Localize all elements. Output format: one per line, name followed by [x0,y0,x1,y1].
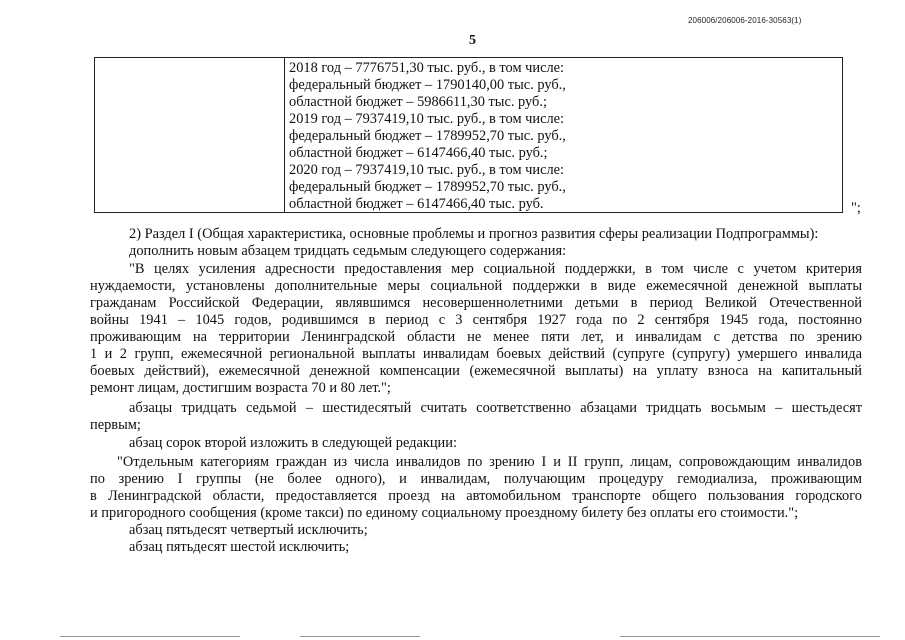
new-paragraph-line-7: боевых действий), ежемесячной денежной компенсации (ежемесячной выплаты) на уплату взноса на капитальный [90,363,862,379]
budget-line-2020-regional: областной бюджет – 6147466,40 тыс. руб. [289,196,544,212]
budget-line-2019-federal: федеральный бюджет – 1789952,70 тыс. руб., [289,128,566,144]
scan-edge-line [620,636,880,637]
table-financing-column [289,60,838,213]
budget-line-2020-federal: федеральный бюджет – 1789952,70 тыс. руб., [289,179,566,195]
replaced-paragraph-line-1: "Отдельным категориям граждан из числа инвалидов по зрению I и II групп, лицам, сопровождающим инвалидов [117,454,862,470]
new-paragraph-line-1: "В целях усиления адресности предоставления мер социальной поддержки, в том числе с учетом критерия [129,261,862,277]
replaced-paragraph-line-4: и пригородного сообщения (кроме такси) по единому социальному проездному билету без оплаты его стоимости."; [90,505,799,521]
renumber-instruction-line-2: первым; [90,417,141,433]
new-paragraph-line-8: ремонт лицам, достигшим возраста 70 и 80 лет."; [90,380,391,396]
budget-table [94,57,843,213]
budget-line-2018-federal: федеральный бюджет – 1790140,00 тыс. руб., [289,77,566,93]
renumber-instruction-line-1: абзацы тридцать седьмой – шестидесятый считать соответственно абзацами тридцать восьмым – шестьдесят [129,400,862,416]
new-paragraph-line-5: проживающим на территории Ленинградской области не менее пяти лет, и инвалидам с детства по зрению [90,329,862,345]
new-paragraph-line-4: войны 1941 – 1045 годов, родившимся в период с 3 сентября 1927 года по 2 сентября 1945 года, постоянно [90,312,862,328]
new-paragraph-line-2: нуждаемости, установлены дополнительные меры социальной поддержки в виде ежемесячной денежной выплаты [90,278,862,294]
document-id: 206006/206006-2016-30563(1) [688,16,802,25]
budget-line-2018-regional: областной бюджет – 5986611,30 тыс. руб.; [289,94,547,110]
new-paragraph-line-6: 1 и 2 групп, ежемесячной региональной выплаты инвалидам боевых действий (супруге (супругу) умершего инвалида [90,346,862,362]
item-2-heading: 2) Раздел I (Общая характеристика, основные проблемы и прогноз развития сферы реализации Подпрограммы): [129,226,819,242]
new-paragraph-line-3: гражданам Российской Федерации, являвшимся несовершеннолетними детьми в период Великой Отечественной [90,295,862,311]
budget-line-2019-total: 2019 год – 7937419,10 тыс. руб., в том числе: [289,111,565,127]
table-empty-column [95,58,285,212]
scan-edge-line [300,636,420,637]
replaced-paragraph-line-3: в Ленинградской области, предоставляется проезд на автомобильном транспорте общего пользования городского [90,488,862,504]
instruction-replace-paragraph: абзац сорок второй изложить в следующей редакции: [129,435,457,451]
instruction-add-paragraph: дополнить новым абзацем тридцать седьмым следующего содержания: [129,243,567,259]
scan-edge-line [60,636,240,637]
instruction-delete-paragraph-54: абзац пятьдесят четвертый исключить; [129,522,368,538]
table-closing-mark: "; [851,200,861,216]
page-number: 5 [469,33,476,48]
replaced-paragraph-line-2: по зрению I группы (не более одного), и инвалидам, получающим процедуру гемодиализа, проживающим [90,471,862,487]
budget-line-2018-total: 2018 год – 7776751,30 тыс. руб., в том числе: [289,60,565,76]
budget-line-2020-total: 2020 год – 7937419,10 тыс. руб., в том числе: [289,162,565,178]
instruction-delete-paragraph-56: абзац пятьдесят шестой исключить; [129,539,350,555]
budget-line-2019-regional: областной бюджет – 6147466,40 тыс. руб.; [289,145,548,161]
